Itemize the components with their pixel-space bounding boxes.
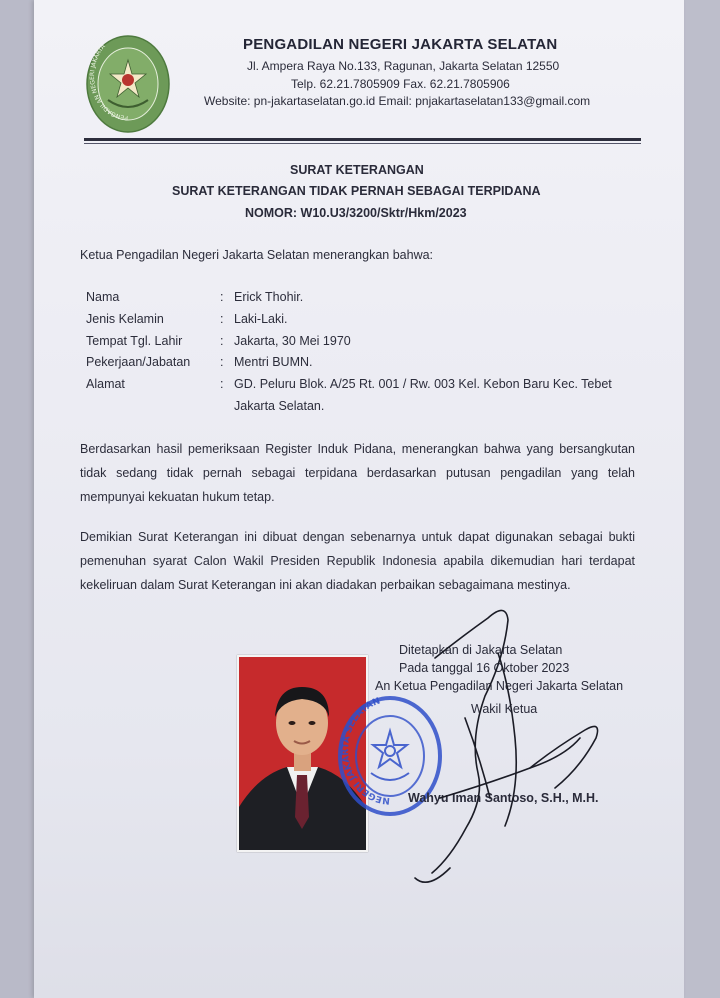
field-value-alamat-line2: Jakarta Selatan. bbox=[234, 399, 325, 413]
court-web-email: Website: pn-jakartaselatan.go.id Email: pnjakartaselatan133@gmail.com bbox=[204, 94, 591, 108]
paragraph-1 bbox=[80, 437, 635, 509]
field-label-nama: Nama bbox=[86, 290, 120, 304]
court-name: PENGADILAN NEGERI JAKARTA SELATAN bbox=[243, 36, 558, 53]
paragraph-2 bbox=[80, 525, 635, 597]
letter-intro: Ketua Pengadilan Negeri Jakarta Selatan menerangkan bahwa: bbox=[80, 248, 434, 262]
signature-position: Wakil Ketua bbox=[471, 702, 538, 716]
field-colon: : bbox=[220, 334, 224, 348]
court-address: Jl. Ampera Raya No.133, Ragunan, Jakarta Selatan 12550 bbox=[247, 59, 560, 73]
field-value-alamat: GD. Peluru Blok. A/25 Rt. 001 / Rw. 003 Kel. Kebon Baru Kec. Tebet bbox=[234, 377, 612, 391]
paragraph-2-line: kekeliruan dalam Surat Keterangan ini akan diadakan perbaikan sebagaimana mestinya. bbox=[80, 578, 571, 592]
field-label-jenis-kelamin: Jenis Kelamin bbox=[86, 312, 164, 326]
field-colon: : bbox=[220, 355, 224, 369]
field-colon: : bbox=[220, 312, 224, 326]
letter-heading: SURAT KETERANGAN bbox=[290, 163, 424, 177]
background-right bbox=[684, 0, 720, 998]
letter-subheading: SURAT KETERANGAN TIDAK PERNAH SEBAGAI TERPIDANA bbox=[172, 184, 541, 198]
background-left bbox=[0, 0, 34, 998]
paragraph-1-line: tidak sedang tidak pernah sebagai terpidana berdasarkan putusan pengadilan yang telah bbox=[80, 466, 635, 480]
signer-name: Wahyu Iman Santoso, S.H., M.H. bbox=[408, 791, 599, 805]
field-label-ttl: Tempat Tgl. Lahir bbox=[86, 334, 183, 348]
field-colon: : bbox=[220, 377, 224, 391]
field-value-jenis-kelamin: Laki-Laki. bbox=[234, 312, 288, 326]
letter-number: NOMOR: W10.U3/3200/Sktr/Hkm/2023 bbox=[245, 206, 467, 220]
field-label-alamat: Alamat bbox=[86, 377, 125, 391]
field-colon: : bbox=[220, 290, 224, 304]
signature-date: Pada tanggal 16 Oktober 2023 bbox=[399, 661, 570, 675]
field-value-nama: Erick Thohir. bbox=[234, 290, 304, 304]
svg-text:NEGERI JAKARTA SELATAN: NEGERI JAKARTA SELATAN bbox=[340, 696, 391, 806]
signature-place: Ditetapkan di Jakarta Selatan bbox=[399, 643, 563, 657]
header-rule-thick bbox=[84, 138, 641, 141]
header-rule-thin bbox=[84, 143, 641, 144]
paragraph-1-line: mempunyai kekuatan hukum tetap. bbox=[80, 490, 275, 504]
court-logo-icon bbox=[86, 34, 170, 134]
paragraph-2-line: pemenuhan syarat Calon Wakil Presiden Republik Indonesia apabila dikemudian hari terdapat bbox=[80, 554, 635, 568]
field-value-ttl: Jakarta, 30 Mei 1970 bbox=[234, 334, 351, 348]
paragraph-2-line: Demikian Surat Keterangan ini dibuat dengan sebenarnya untuk dapat digunakan sebagai bukti bbox=[80, 530, 635, 544]
svg-text:PENGADILAN NEGERI JAKARTA: PENGADILAN NEGERI JAKARTA bbox=[89, 42, 129, 122]
field-label-pekerjaan: Pekerjaan/Jabatan bbox=[86, 355, 191, 369]
court-phone-fax: Telp. 62.21.7805909 Fax. 62.21.7805906 bbox=[291, 77, 510, 91]
field-value-pekerjaan: Mentri BUMN. bbox=[234, 355, 313, 369]
handwritten-signature-icon bbox=[380, 598, 620, 898]
signature-on-behalf: An Ketua Pengadilan Negeri Jakarta Selatan bbox=[375, 679, 624, 693]
paragraph-1-line: Berdasarkan hasil pemeriksaan Register Induk Pidana, menerangkan bahwa yang bersangkutan bbox=[80, 442, 635, 456]
